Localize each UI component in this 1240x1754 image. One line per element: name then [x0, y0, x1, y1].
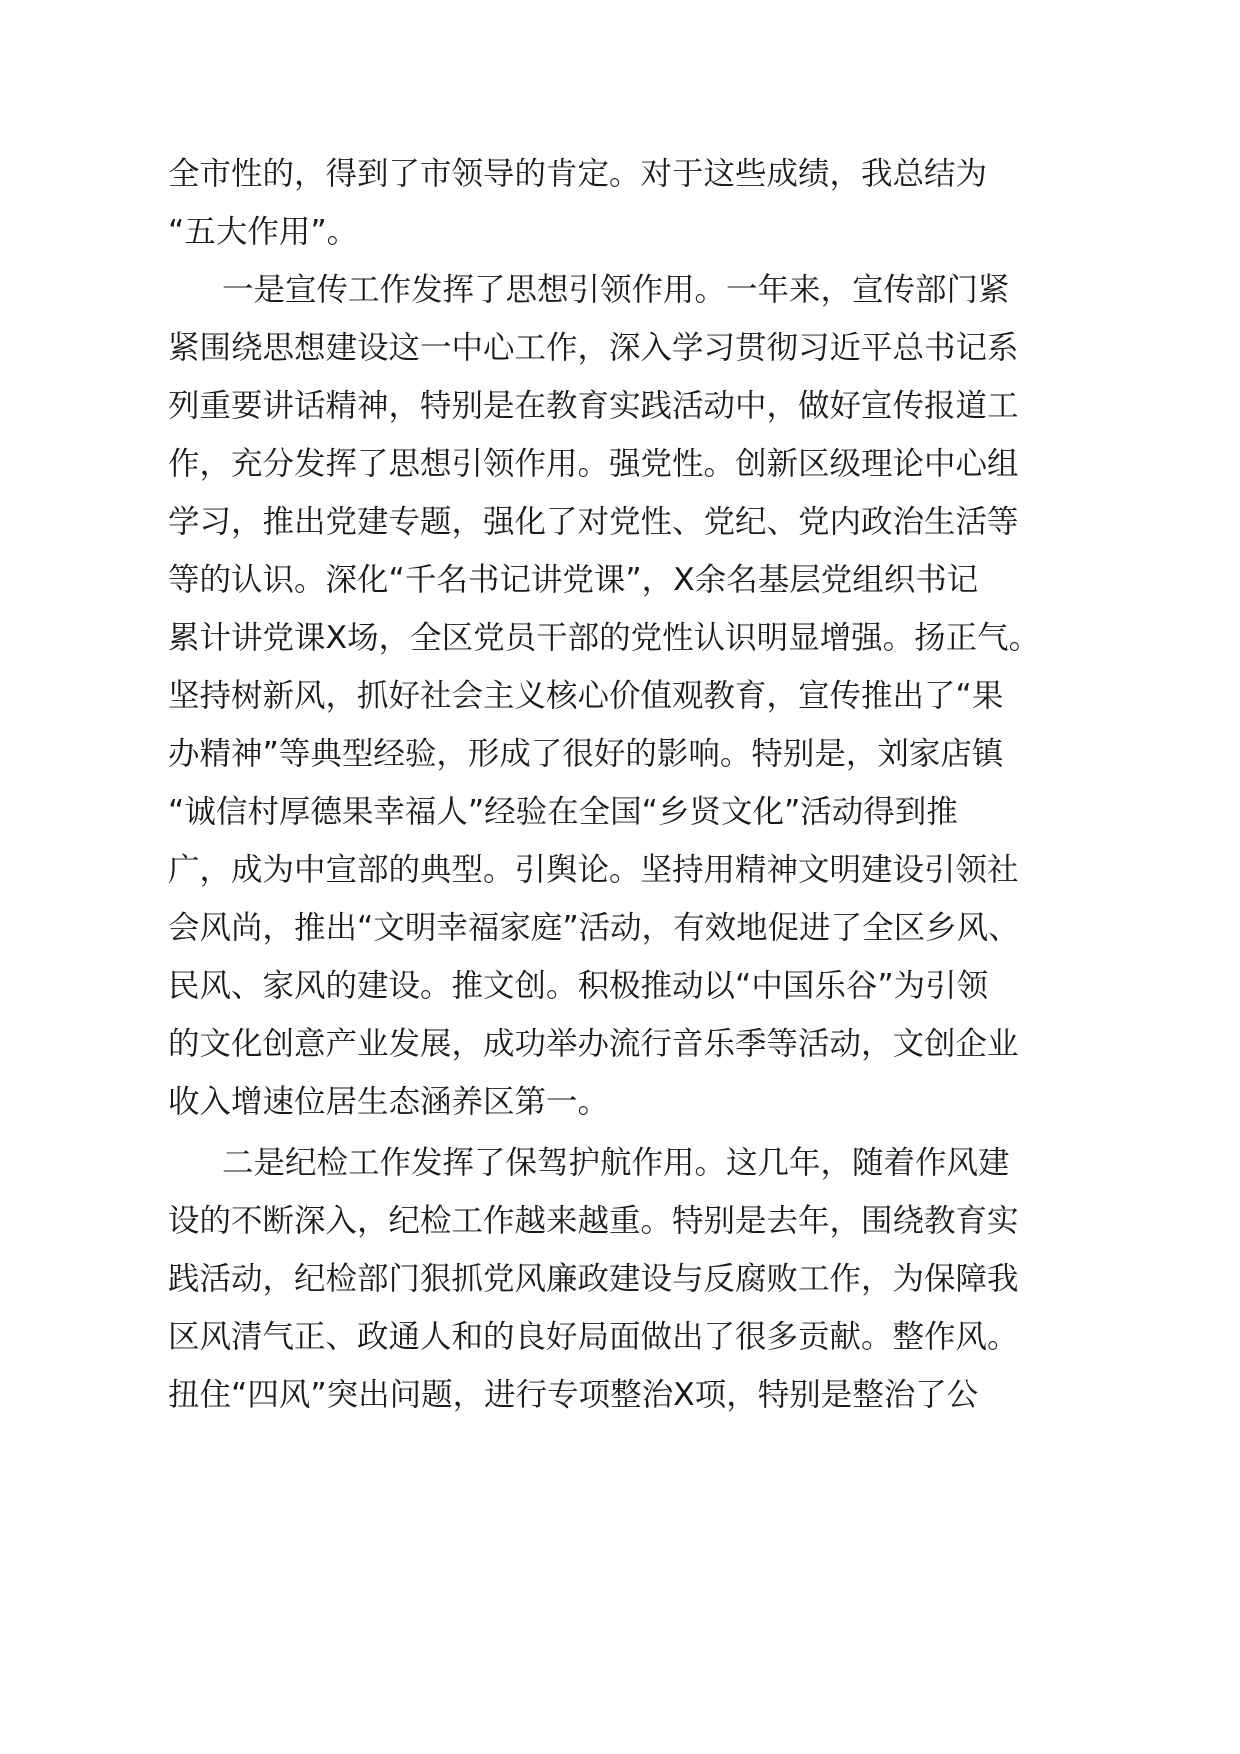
text-line: 办精神”等典型经验，形成了很好的影响。特别是，刘家店镇: [168, 736, 1004, 772]
text-line: 一是宣传工作发挥了思想引领作用。一年来，宣传部门紧: [222, 272, 1010, 308]
text-line: 二是纪检工作发挥了保驾护航作用。这几年，随着作风建: [222, 1145, 1010, 1181]
text-line: 等的认识。深化“千名书记讲党课”，X余名基层党组织书记: [168, 562, 979, 598]
text-line: 区风清气正、政通人和的良好局面做出了很多贡献。整作风。: [168, 1319, 1019, 1355]
text-line: 广，成为中宣部的典型。引舆论。坚持用精神文明建设引领社: [168, 852, 1019, 888]
text-line: 学习，推出党建专题，强化了对党性、党纪、党内政治生活等: [168, 504, 1019, 540]
text-line: “五大作用”。: [168, 214, 359, 250]
text-line: 全市性的，得到了市领导的肯定。对于这些成绩，我总结为: [168, 156, 988, 192]
text-line: 收入增速位居生态涵养区第一。: [168, 1084, 610, 1120]
text-line: 设的不断深入，纪检工作越来越重。特别是去年，围绕教育实: [168, 1203, 1019, 1239]
text-line: 累计讲党课X场，全区党员干部的党性认识明显增强。扬正气。: [168, 620, 1041, 656]
text-line: 坚持树新风，抓好社会主义核心价值观教育，宣传推出了“果: [168, 678, 1004, 714]
text-line: 作，充分发挥了思想引领作用。强党性。创新区级理论中心组: [168, 446, 1019, 482]
text-line: “诚信村厚德果幸福人”经验在全国“乡贤文化”活动得到推: [168, 794, 958, 830]
text-line: 民风、家风的建设。推文创。积极推动以“中国乐谷”为引领: [168, 968, 989, 1004]
text-line: 扭住“四风”突出问题，进行专项整治X项，特别是整治了公: [168, 1377, 979, 1413]
text-line: 紧围绕思想建设这一中心工作，深入学习贯彻习近平总书记系: [168, 330, 1019, 366]
text-line: 列重要讲话精神，特别是在教育实践活动中，做好宣传报道工: [168, 388, 1019, 424]
text-line: 的文化创意产业发展，成功举办流行音乐季等活动，文创企业: [168, 1026, 1019, 1062]
text-line: 践活动，纪检部门狠抓党风廉政建设与反腐败工作，为保障我: [168, 1261, 1019, 1297]
text-line: 会风尚，推出“文明幸福家庭”活动，有效地促进了全区乡风、: [168, 910, 1020, 946]
